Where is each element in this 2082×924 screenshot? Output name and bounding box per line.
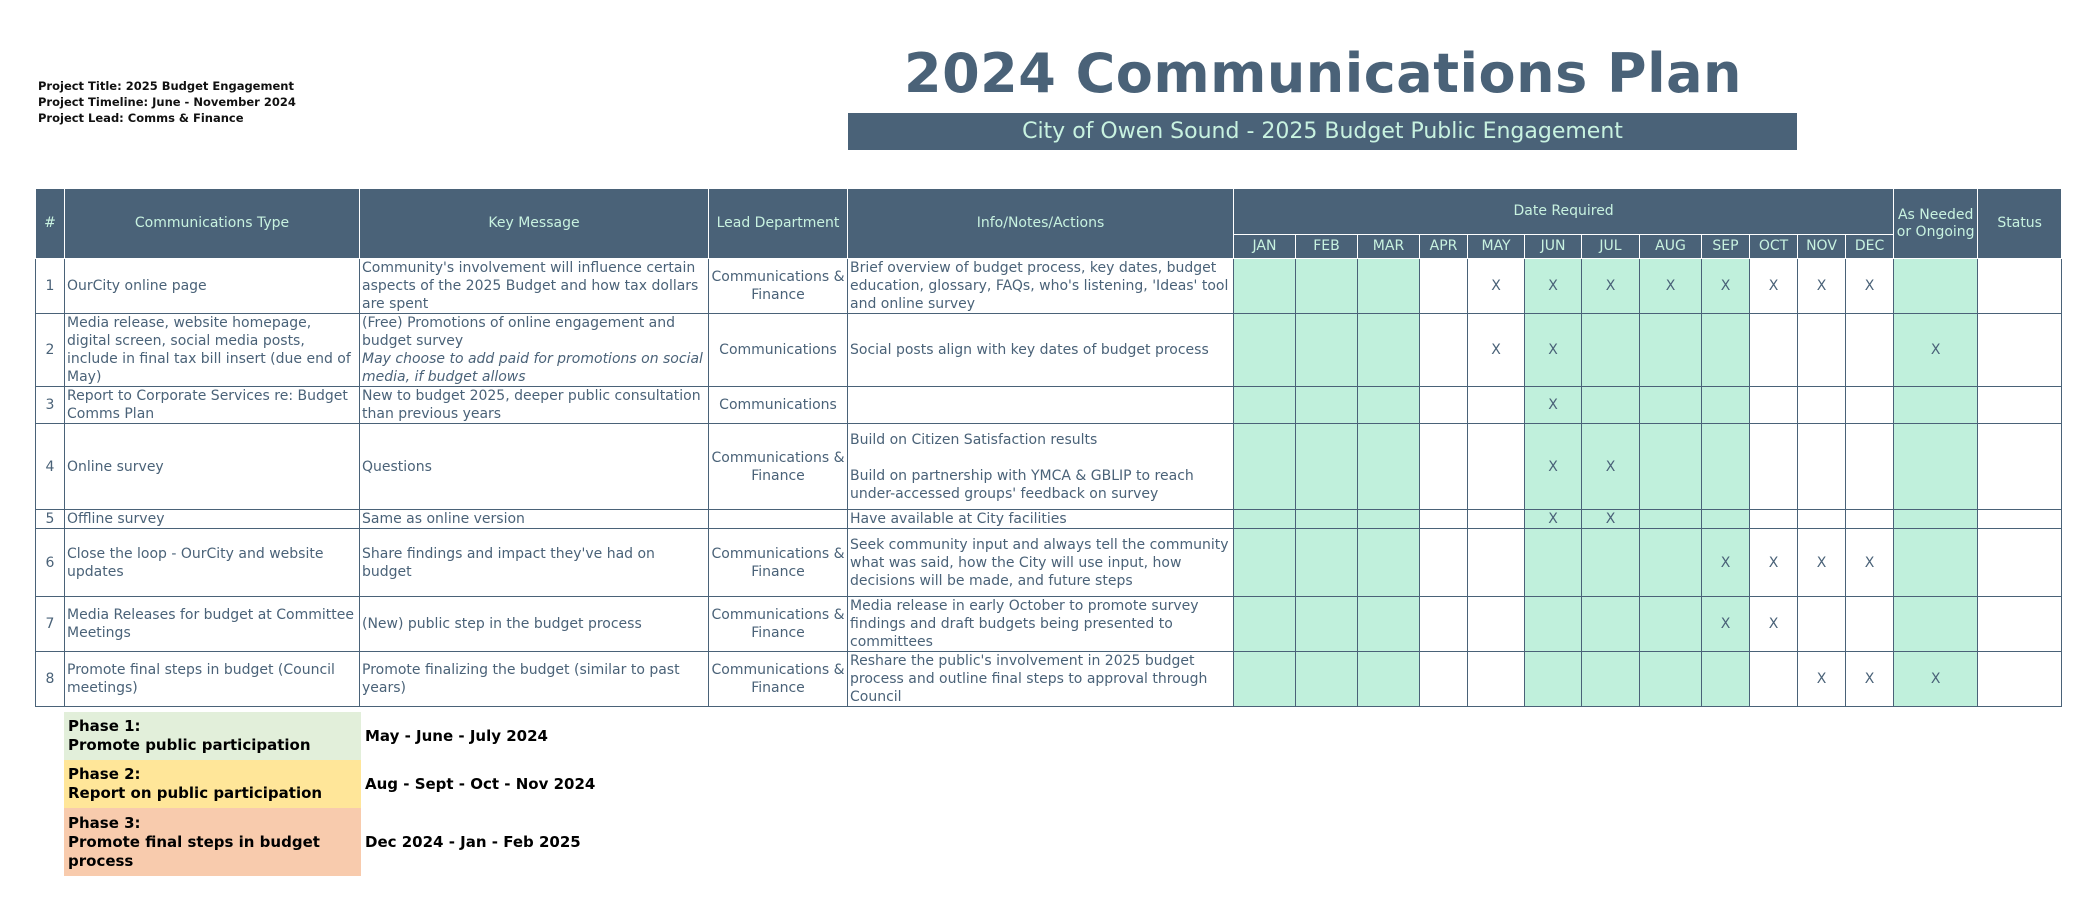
cell-notes [848,314,1234,387]
cell-month-jul [1582,597,1640,652]
cell-month-feb [1296,424,1358,510]
header-month-apr: APR [1420,235,1468,259]
cell-month-aug [1640,387,1702,424]
cell-as-needed [1894,510,1978,529]
row-number: 5 [36,510,65,529]
header-num: # [36,189,65,259]
cell-month-mar [1358,259,1420,314]
cell-lead-department: Communications & Finance [709,597,848,652]
cell-status [1978,529,2062,597]
cell-month-sep: X [1702,259,1750,314]
header-month-jan: JAN [1234,235,1296,259]
cell-status [1978,259,2062,314]
phase-number: Phase 3: [68,813,141,832]
key-message-text: New to budget 2025, deeper public consultation than previous years [362,388,701,422]
phase-row [64,712,599,760]
cell-month-jun: X [1525,510,1582,529]
cell-month-jan [1234,314,1296,387]
cell-notes [848,529,1234,597]
cell-communications-type: Close the loop - OurCity and website updates [65,529,360,597]
key-message-text: Share findings and impact they've had on budget [362,545,655,580]
header-month-mar: MAR [1358,235,1420,259]
cell-month-dec: X [1846,529,1894,597]
cell-key-message [360,314,709,387]
cell-status [1978,652,2062,707]
header-month-may: MAY [1468,235,1525,259]
cell-notes [848,597,1234,652]
cell-month-jul: X [1582,510,1640,529]
notes-text: Have available at City facilities [850,511,1067,527]
cell-month-jan [1234,387,1296,424]
cell-notes [848,259,1234,314]
cell-month-oct: X [1750,529,1798,597]
table-row [36,510,2062,529]
phase-dates: Aug - Sept - Oct - Nov 2024 [365,774,596,793]
cell-month-oct [1750,652,1798,707]
header-month-jun: JUN [1525,235,1582,259]
cell-month-jun: X [1525,424,1582,510]
phase-label [64,808,361,876]
cell-month-nov [1798,387,1846,424]
cell-month-jun [1525,652,1582,707]
cell-month-mar [1358,597,1420,652]
cell-lead-department: Communications [709,314,848,387]
cell-as-needed [1894,424,1978,510]
table-row [36,314,2062,387]
cell-month-may [1468,529,1525,597]
cell-month-apr [1420,314,1468,387]
cell-month-jul: X [1582,259,1640,314]
cell-month-apr [1420,597,1468,652]
cell-month-mar [1358,510,1420,529]
cell-key-message [360,529,709,597]
cell-key-message [360,424,709,510]
cell-month-sep [1702,387,1750,424]
header-month-aug: AUG [1640,235,1702,259]
header-month-jul: JUL [1582,235,1640,259]
phase-description: Promote public participation [68,736,311,754]
row-number: 3 [36,387,65,424]
header-month-nov: NOV [1798,235,1846,259]
phase-dates: Dec 2024 - Jan - Feb 2025 [365,832,581,851]
cell-notes [848,652,1234,707]
cell-month-jul [1582,387,1640,424]
cell-month-nov: X [1798,529,1846,597]
cell-month-may [1468,510,1525,529]
cell-month-sep [1702,510,1750,529]
key-message-text: (Free) Promotions of online engagement and budget survey [362,315,676,349]
phase-number: Phase 1: [68,717,141,735]
cell-month-apr [1420,652,1468,707]
cell-status [1978,314,2062,387]
cell-month-jan [1234,652,1296,707]
cell-month-jan [1234,597,1296,652]
cell-month-apr [1420,424,1468,510]
cell-month-apr [1420,387,1468,424]
cell-month-jul [1582,314,1640,387]
phase-label [64,760,361,808]
cell-communications-type: Offline survey [65,510,360,529]
cell-communications-type: Online survey [65,424,360,510]
project-title: Project Title: 2025 Budget Engagement [38,79,294,93]
cell-month-aug [1640,510,1702,529]
cell-month-feb [1296,529,1358,597]
notes-text: Build on Citizen Satisfaction results [850,431,1098,448]
cell-lead-department: Communications & Finance [709,529,848,597]
cell-key-message [360,510,709,529]
phase-legend [64,712,599,876]
phase-row [64,760,599,808]
table-row [36,529,2062,597]
phase-label [64,712,361,760]
cell-month-feb [1296,387,1358,424]
cell-key-message [360,387,709,424]
cell-as-needed [1894,529,1978,597]
cell-month-oct [1750,314,1798,387]
row-number: 8 [36,652,65,707]
cell-month-jan [1234,510,1296,529]
communications-table [35,188,2062,707]
project-timeline: Project Timeline: June - November 2024 [38,95,296,109]
cell-month-sep [1702,314,1750,387]
cell-communications-type: Promote final steps in budget (Council meetings) [65,652,360,707]
table-row [36,424,2062,510]
cell-month-nov [1798,597,1846,652]
cell-as-needed [1894,387,1978,424]
cell-month-nov [1798,314,1846,387]
header-month-oct: OCT [1750,235,1798,259]
key-message-text: Promote finalizing the budget (similar to past years) [362,662,680,696]
cell-month-jan [1234,424,1296,510]
cell-month-jun [1525,529,1582,597]
cell-as-needed [1894,597,1978,652]
cell-month-apr [1420,529,1468,597]
cell-communications-type: Report to Corporate Services re: Budget Comms Plan [65,387,360,424]
cell-month-may: X [1468,314,1525,387]
table-row [36,259,2062,314]
cell-month-dec [1846,314,1894,387]
cell-month-may [1468,424,1525,510]
header-month-sep: SEP [1702,235,1750,259]
cell-lead-department: Communications [709,387,848,424]
cell-lead-department [709,510,848,529]
cell-status [1978,387,2062,424]
table-row [36,387,2062,424]
cell-status [1978,510,2062,529]
cell-month-dec [1846,597,1894,652]
header-communications-type: Communications Type [65,189,360,259]
row-number: 6 [36,529,65,597]
cell-key-message [360,259,709,314]
cell-month-nov [1798,424,1846,510]
cell-month-jan [1234,259,1296,314]
cell-month-mar [1358,652,1420,707]
cell-month-aug [1640,597,1702,652]
cell-month-nov: X [1798,259,1846,314]
cell-month-aug [1640,529,1702,597]
cell-as-needed: X [1894,652,1978,707]
cell-month-feb [1296,259,1358,314]
cell-month-mar [1358,387,1420,424]
header-notes: Info/Notes/Actions [848,189,1234,259]
phase-row [64,808,599,876]
cell-month-apr [1420,259,1468,314]
cell-month-apr [1420,510,1468,529]
cell-month-mar [1358,529,1420,597]
cell-month-nov [1798,510,1846,529]
phase-description: Report on public participation [68,784,323,802]
cell-month-jun: X [1525,387,1582,424]
cell-month-sep [1702,652,1750,707]
cell-month-may [1468,597,1525,652]
cell-month-oct: X [1750,259,1798,314]
notes-text: Build on partnership with YMCA & GBLIP to reach under-accessed groups' feedback on survey [850,467,1194,502]
cell-month-aug: X [1640,259,1702,314]
phase-dates: May - June - July 2024 [365,726,548,745]
cell-month-oct [1750,424,1798,510]
cell-month-jan [1234,529,1296,597]
key-message-text: Questions [362,458,432,475]
cell-month-sep: X [1702,529,1750,597]
cell-communications-type: OurCity online page [65,259,360,314]
page-subtitle: City of Owen Sound - 2025 Budget Public Engagement [848,113,1797,150]
cell-status [1978,424,2062,510]
cell-month-oct [1750,387,1798,424]
notes-text: Media release in early October to promote survey findings and draft budgets being presented to committees [850,598,1199,650]
cell-month-oct: X [1750,597,1798,652]
cell-month-dec: X [1846,259,1894,314]
header-key-message: Key Message [360,189,709,259]
notes-text: Reshare the public's involvement in 2025 budget process and outline final steps to approval through Council [850,653,1208,705]
cell-month-may [1468,387,1525,424]
key-message-note: May choose to add paid for promotions on social media, if budget allows [362,351,703,385]
key-message-text: Same as online version [362,511,525,527]
page-title: 2024 Communications Plan [904,42,1742,105]
cell-month-dec: X [1846,652,1894,707]
cell-lead-department: Communications & Finance [709,424,848,510]
cell-as-needed [1894,259,1978,314]
header-status: Status [1978,189,2062,259]
row-number: 7 [36,597,65,652]
cell-month-jun [1525,597,1582,652]
cell-month-oct [1750,510,1798,529]
notes-text: Social posts align with key dates of budget process [850,342,1209,358]
header-month-feb: FEB [1296,235,1358,259]
cell-status [1978,597,2062,652]
table-row [36,652,2062,707]
cell-month-may: X [1468,259,1525,314]
header-lead-department: Lead Department [709,189,848,259]
row-number: 2 [36,314,65,387]
cell-month-feb [1296,314,1358,387]
cell-month-aug [1640,652,1702,707]
cell-month-sep [1702,424,1750,510]
header-date-required: Date Required [1234,189,1894,235]
cell-month-dec [1846,424,1894,510]
cell-month-dec [1846,387,1894,424]
project-lead: Project Lead: Comms & Finance [38,111,244,125]
header-as-needed: As Needed or Ongoing [1894,189,1978,259]
cell-key-message [360,597,709,652]
cell-month-feb [1296,597,1358,652]
cell-month-feb [1296,652,1358,707]
row-number: 4 [36,424,65,510]
table-row [36,597,2062,652]
cell-lead-department: Communications & Finance [709,259,848,314]
cell-month-dec [1846,510,1894,529]
cell-month-jul [1582,652,1640,707]
cell-communications-type: Media release, website homepage, digital screen, social media posts, include in final tax bill insert (due end of May) [65,314,360,387]
cell-month-mar [1358,314,1420,387]
notes-text: Seek community input and always tell the community what was said, how the City will use input, how decisions will be made, and future steps [850,536,1229,589]
cell-notes [848,510,1234,529]
key-message-text: Community's involvement will influence certain aspects of the 2025 Budget and how tax dollars are spent [362,260,699,312]
cell-month-feb [1296,510,1358,529]
cell-month-aug [1640,314,1702,387]
cell-communications-type: Media Releases for budget at Committee Meetings [65,597,360,652]
project-info [38,78,296,126]
cell-month-mar [1358,424,1420,510]
phase-number: Phase 2: [68,765,141,783]
key-message-text: (New) public step in the budget process [362,616,642,632]
cell-lead-department: Communications & Finance [709,652,848,707]
notes-spacer [850,449,1231,467]
row-number: 1 [36,259,65,314]
cell-month-aug [1640,424,1702,510]
notes-text: Brief overview of budget process, key dates, budget education, glossary, FAQs, who's listening, 'Ideas' tool and online survey [850,260,1229,312]
phase-description: Promote final steps in budget process [68,832,320,870]
cell-month-sep: X [1702,597,1750,652]
cell-key-message [360,652,709,707]
cell-notes [848,387,1234,424]
cell-month-jun: X [1525,259,1582,314]
header-month-dec: DEC [1846,235,1894,259]
cell-month-may [1468,652,1525,707]
cell-month-nov: X [1798,652,1846,707]
cell-month-jun: X [1525,314,1582,387]
cell-month-jul: X [1582,424,1640,510]
cell-notes [848,424,1234,510]
cell-month-jul [1582,529,1640,597]
cell-as-needed: X [1894,314,1978,387]
